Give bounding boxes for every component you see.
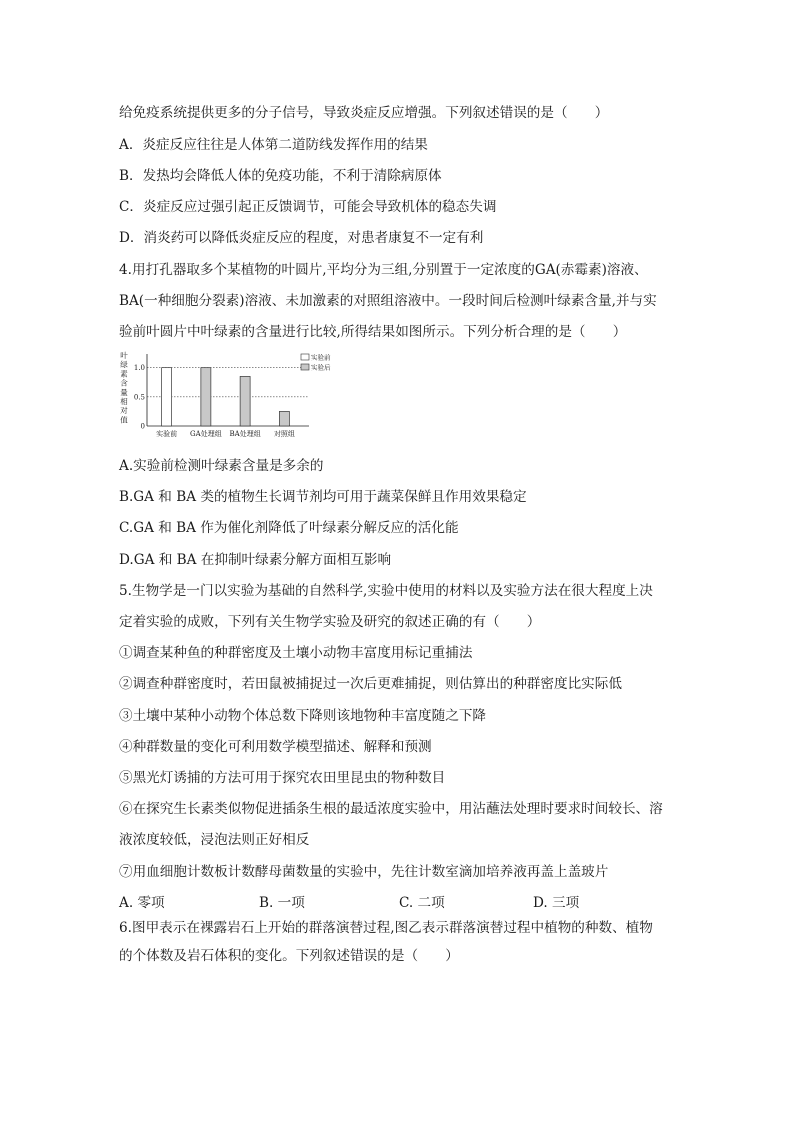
text-line: C.GA 和 BA 作为催化剂降低了叶绿素分解反应的活化能 (119, 520, 459, 536)
legend-label: 实验后 (311, 363, 331, 372)
text-line: ④种群数量的变化可利用数学模型描述、解释和预测 (119, 739, 432, 755)
x-tick-label: BA处理组 (229, 430, 261, 438)
y-axis-label-char: 素 (120, 369, 128, 379)
y-tick-label: 1.0 (133, 364, 145, 373)
text-line: ⑤黑光灯诱捕的方法可用于探究农田里昆虫的物种数目 (119, 770, 446, 786)
x-tick-label: GA处理组 (190, 430, 222, 438)
y-axis-label-char: 量 (120, 387, 128, 397)
legend-label: 实验前 (311, 353, 331, 362)
x-tick-label: 实验前 (156, 430, 178, 438)
text-line: ⑦用血细胞计数板计数酵母菌数量的实验中，先往计数室滴加培养液再盖上盖玻片 (119, 864, 609, 880)
text-line: B．发热均会降低人体的免疫功能，不利于清除病原体 (119, 168, 442, 184)
x-tick-label: 对照组 (273, 430, 295, 438)
bar-4 (279, 411, 289, 426)
chlorophyll-bar-chart (119, 350, 331, 445)
text-line: BA(一种细胞分裂素)溶液、未加激素的对照组溶液中。一段时间后检测叶绿素含量,并与实 (119, 293, 657, 309)
y-axis-label-char: 值 (120, 415, 128, 425)
option-a: A. 零项 (119, 895, 165, 911)
text-line: 6.图甲表示在裸露岩石上开始的群落演替过程,图乙表示群落演替过程中植物的种数、植物 (119, 920, 653, 936)
text-line: 验前叶圆片中叶绿素的含量进行比较,所得结果如图所示。下列分析合理的是（ ） (119, 324, 627, 340)
text-line: 液浓度较低，浸泡法则正好相反 (119, 832, 310, 848)
option-b: B. 一项 (259, 895, 305, 911)
text-line: 给免疫系统提供更多的分子信号，导致炎症反应增强。下列叙述错误的是（ ） (119, 105, 609, 121)
y-tick-label: 0.5 (133, 393, 145, 402)
legend-swatch (301, 364, 309, 370)
y-axis-label-char: 相 (120, 397, 128, 406)
option-c: C. 二项 (399, 895, 445, 911)
text-line: 4.用打孔器取多个某植物的叶圆片,平均分为三组,分别置于一定浓度的GA(赤霉素)溶液、 (119, 262, 648, 278)
bar-3 (240, 376, 250, 426)
bar-2 (201, 368, 211, 426)
y-axis-label-char: 叶 (120, 351, 128, 360)
text-line: B.GA 和 BA 类的植物生长调节剂均可用于蔬菜保鲜且作用效果稳定 (119, 489, 527, 505)
text-line: D.GA 和 BA 在抑制叶绿素分解方面相互影响 (119, 552, 392, 568)
text-line: ③土壤中某种小动物个体总数下降则该地物种丰富度随之下降 (119, 708, 487, 724)
text-line: ②调查种群密度时，若田鼠被捕捉过一次后更难捕捉，则估算出的种群密度比实际低 (119, 676, 622, 692)
option-d: D. 三项 (533, 895, 580, 911)
y-axis-label-char: 绿 (120, 360, 128, 370)
text-line: C．炎症反应过强引起正反馈调节，可能会导致机体的稳态失调 (119, 199, 497, 215)
y-axis-label-char: 对 (120, 406, 128, 416)
text-line: ⑥在探究生长素类似物促进插条生根的最适浓度实验中，用沾蘸法处理时要求时间较长、溶 (119, 801, 663, 817)
legend-swatch (301, 354, 309, 360)
text-line: A．炎症反应往往是人体第二道防线发挥作用的结果 (119, 137, 428, 153)
y-axis-label-char: 含 (120, 378, 128, 388)
y-tick-label: 0 (140, 422, 145, 431)
text-line: 5.生物学是一门以实验为基础的自然科学,实验中使用的材料以及实验方法在很大程度上决 (119, 583, 653, 599)
text-line: D．消炎药可以降低炎症反应的程度，对患者康复不一定有利 (119, 230, 484, 246)
text-line: ①调查某种鱼的种群密度及土壤小动物丰富度用标记重捕法 (119, 645, 473, 661)
text-line: A.实验前检测叶绿素含量是多余的 (119, 458, 324, 474)
text-line: 的个体数及岩石体积的变化。下列叙述错误的是（ ） (119, 948, 459, 964)
text-line: 定着实验的成败，下列有关生物学实验及研究的叙述正确的有（ ） (119, 614, 541, 630)
bar-1 (162, 368, 172, 426)
